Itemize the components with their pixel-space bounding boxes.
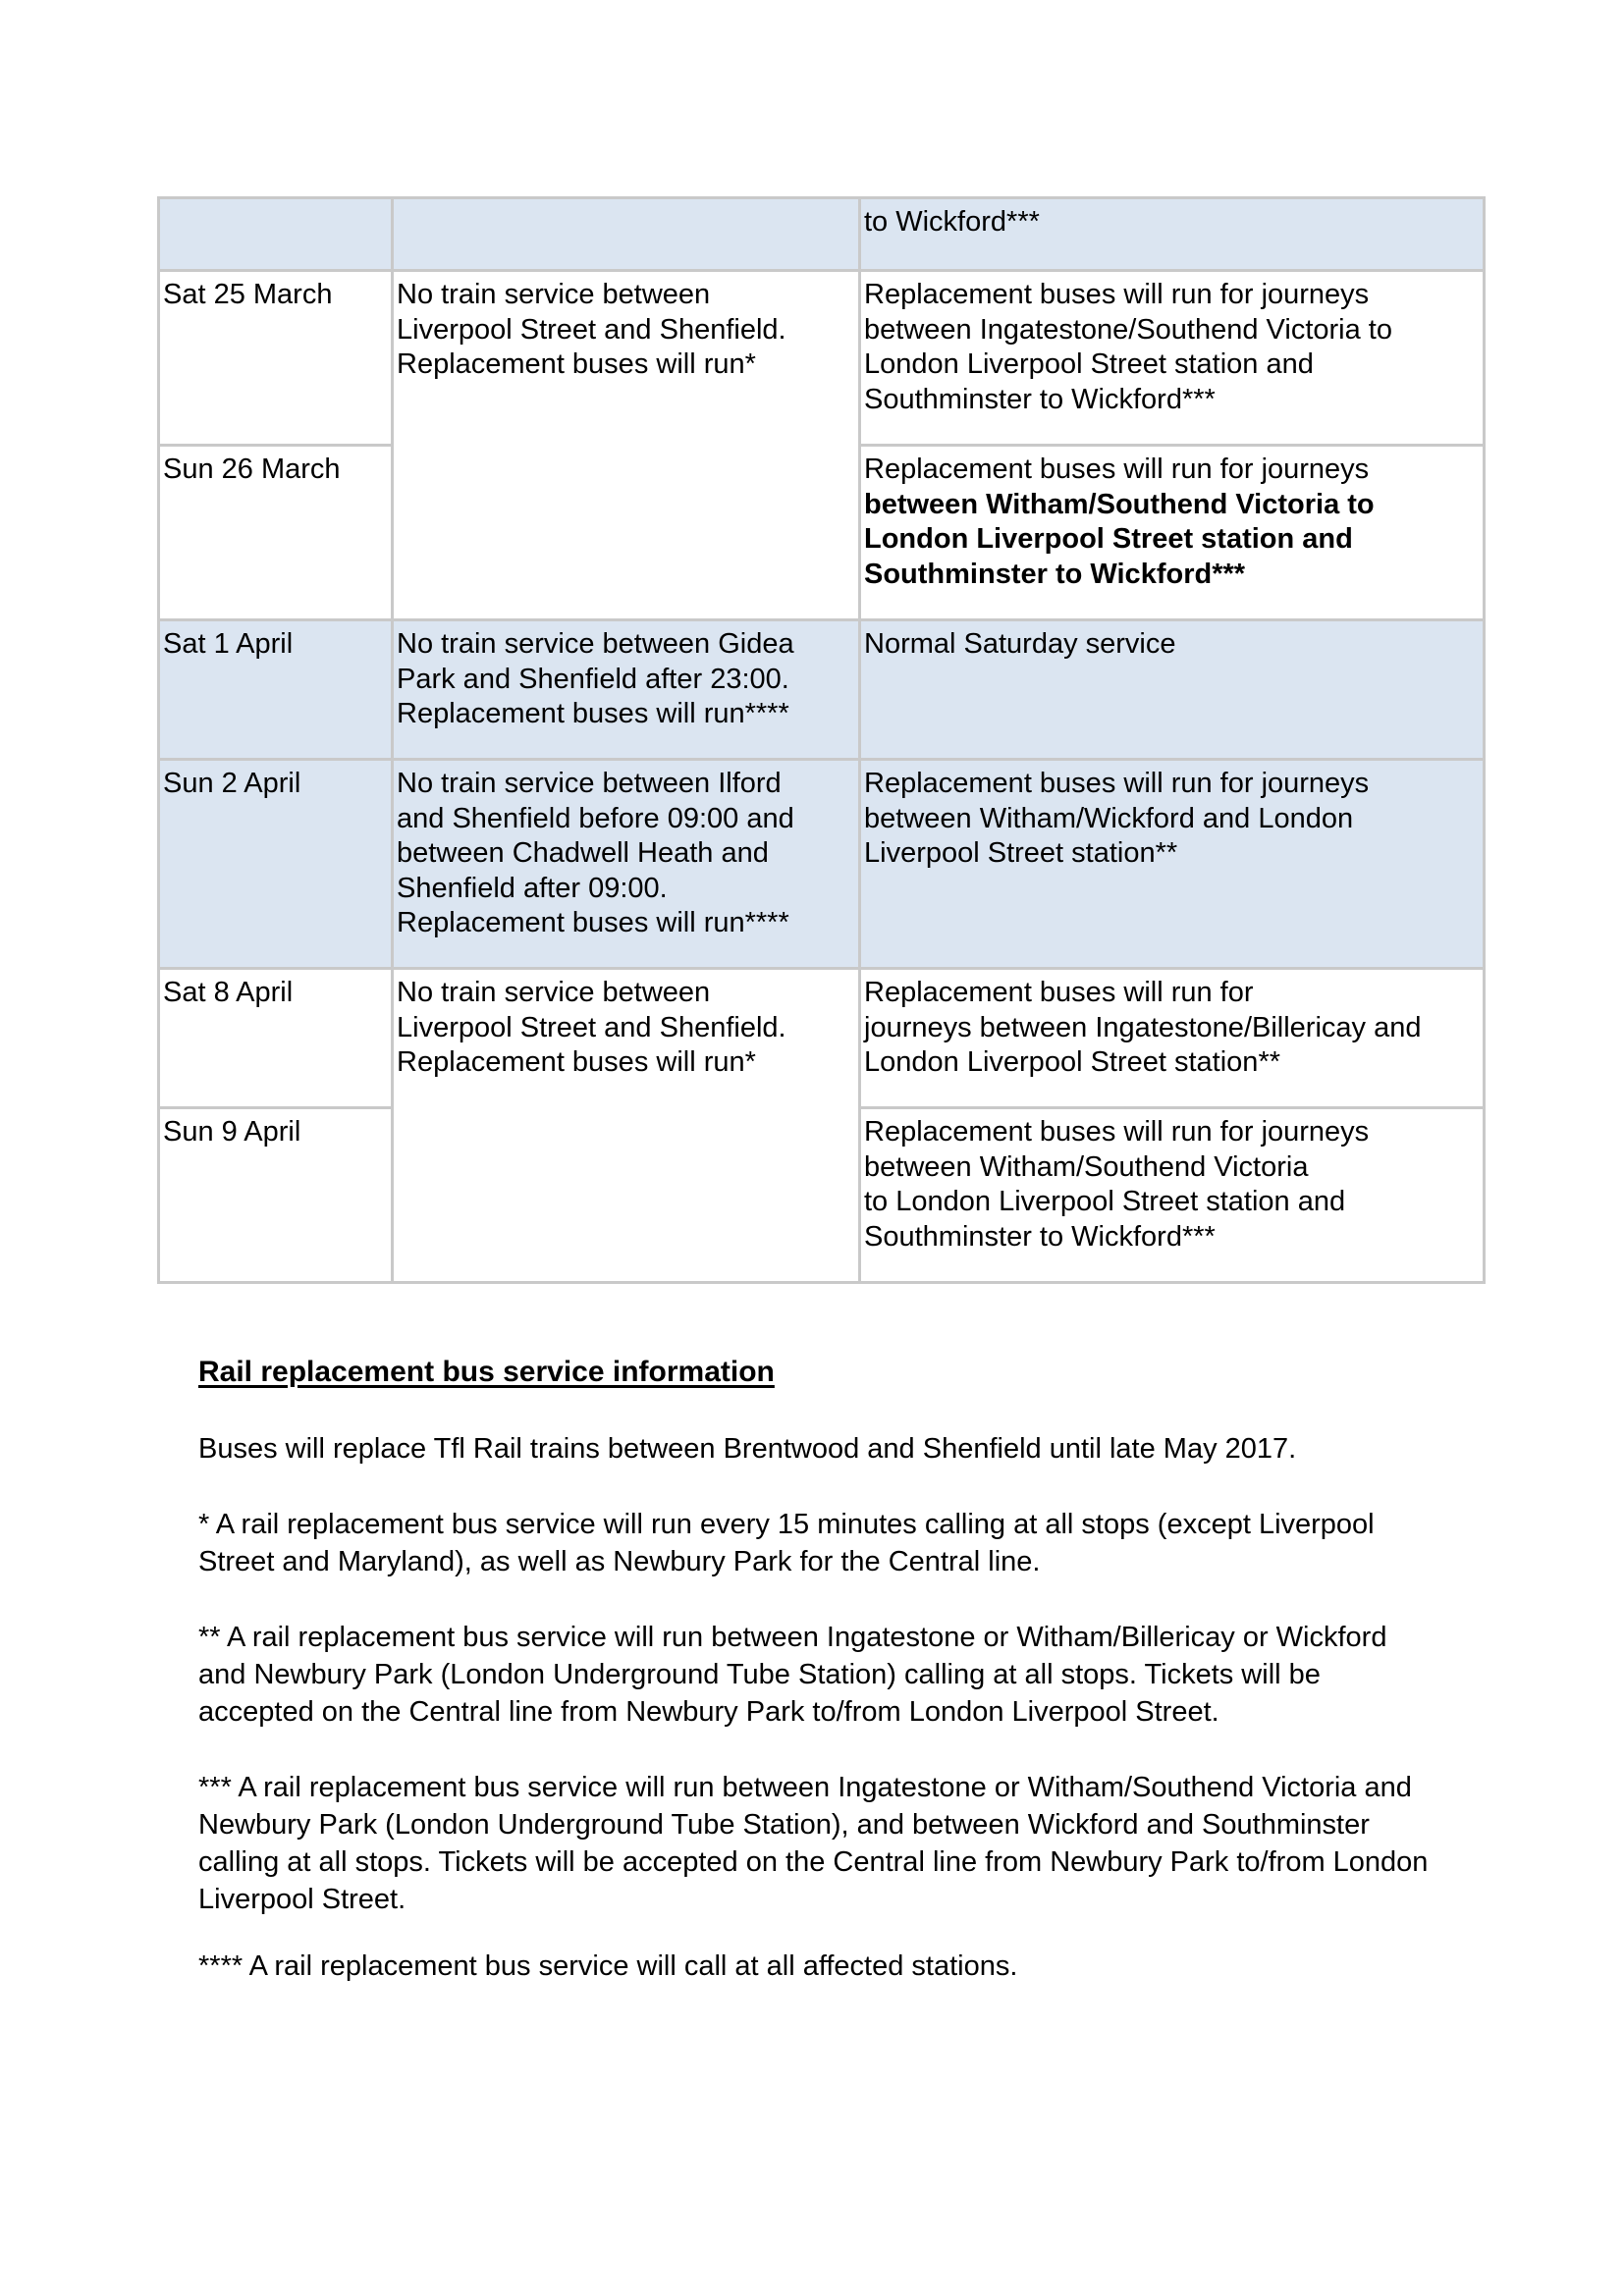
date-cell: Sun 2 April xyxy=(159,760,393,969)
replacement-note-cell: Normal Saturday service xyxy=(860,620,1485,760)
table-row-sat-8-april xyxy=(159,969,1485,1108)
date-cell: Sat 1 April xyxy=(159,620,393,760)
table-row-sun-2-april xyxy=(159,760,1485,969)
replacement-note-cell: Replacement buses will run for journeys between Witham/Southend Victoria to London Liverpool Street station and Southminster to Wickford*** xyxy=(860,1108,1485,1283)
replacement-note-cell: Replacement buses will run for journeys between Ingatestone/Billericay and London Liverpool Street station** xyxy=(860,969,1485,1108)
footnote-single-star: * A rail replacement bus service will run every 15 minutes calling at all stops (except Liverpool Street and Maryland), as well as Newbury Park for the Central line. xyxy=(198,1509,1375,1577)
date-cell: Sun 26 March xyxy=(159,446,393,620)
footnote-quadruple-star: **** A rail replacement bus service will call at all affected stations. xyxy=(198,1950,1018,1982)
date-cell: Sat 25 March xyxy=(159,271,393,446)
intro-paragraph: Buses will replace Tfl Rail trains between Brentwood and Shenfield until late May 2017. xyxy=(198,1433,1297,1465)
replacement-note-bold: between Witham/Southend Victoria to London Liverpool Street station and Southminster to Wickford*** xyxy=(864,488,1375,590)
table-row-sat-1-april xyxy=(159,620,1485,760)
service-cell: No train service between Ilford and Shenfield before 09:00 and between Chadwell Heath and Shenfield after 09:00. Replacement buses will run**** xyxy=(393,760,860,969)
engineering-works-table xyxy=(157,196,1486,1284)
date-cell xyxy=(159,198,393,271)
replacement-note-cell: Replacement buses will run for journeys between Witham/Wickford and London Liverpool Street station** xyxy=(860,760,1485,969)
replacement-note-cell xyxy=(860,446,1485,620)
replacement-note-line: Replacement buses will run for journeys xyxy=(864,454,1370,485)
table-row-sat-25-march xyxy=(159,271,1485,446)
date-cell: Sun 9 April xyxy=(159,1108,393,1283)
service-cell: No train service between Gidea Park and Shenfield after 23:00. Replacement buses will run**** xyxy=(393,620,860,760)
service-cell xyxy=(393,198,860,271)
date-cell: Sat 8 April xyxy=(159,969,393,1108)
replacement-note-cell: to Wickford*** xyxy=(860,198,1485,271)
footnote-triple-star: *** A rail replacement bus service will run between Ingatestone or Witham/Southend Victoria and Newbury Park (London Underground Tube Station), and between Wickford and Southminster calling at all stops. Tickets will be accepted on the Central line from Newbury Park to/from London Liverpool Street. xyxy=(198,1772,1429,1915)
service-cell: No train service between Liverpool Street and Shenfield. Replacement buses will run* xyxy=(393,271,860,620)
service-cell: No train service between Liverpool Street and Shenfield. Replacement buses will run* xyxy=(393,969,860,1283)
footnote-double-star: ** A rail replacement bus service will run between Ingatestone or Witham/Billericay or Wickford and Newbury Park (London Underground Tube Station) calling at all stops. Tickets will be accepted on the Central line from Newbury Park to/from London Liverpool Street. xyxy=(198,1622,1387,1728)
section-heading: Rail replacement bus service information xyxy=(198,1356,775,1388)
replacement-note-cell: Replacement buses will run for journeys between Ingatestone/Southend Victoria to London Liverpool Street station and Southminster to Wickford*** xyxy=(860,271,1485,446)
table-row-continuation xyxy=(159,198,1485,271)
